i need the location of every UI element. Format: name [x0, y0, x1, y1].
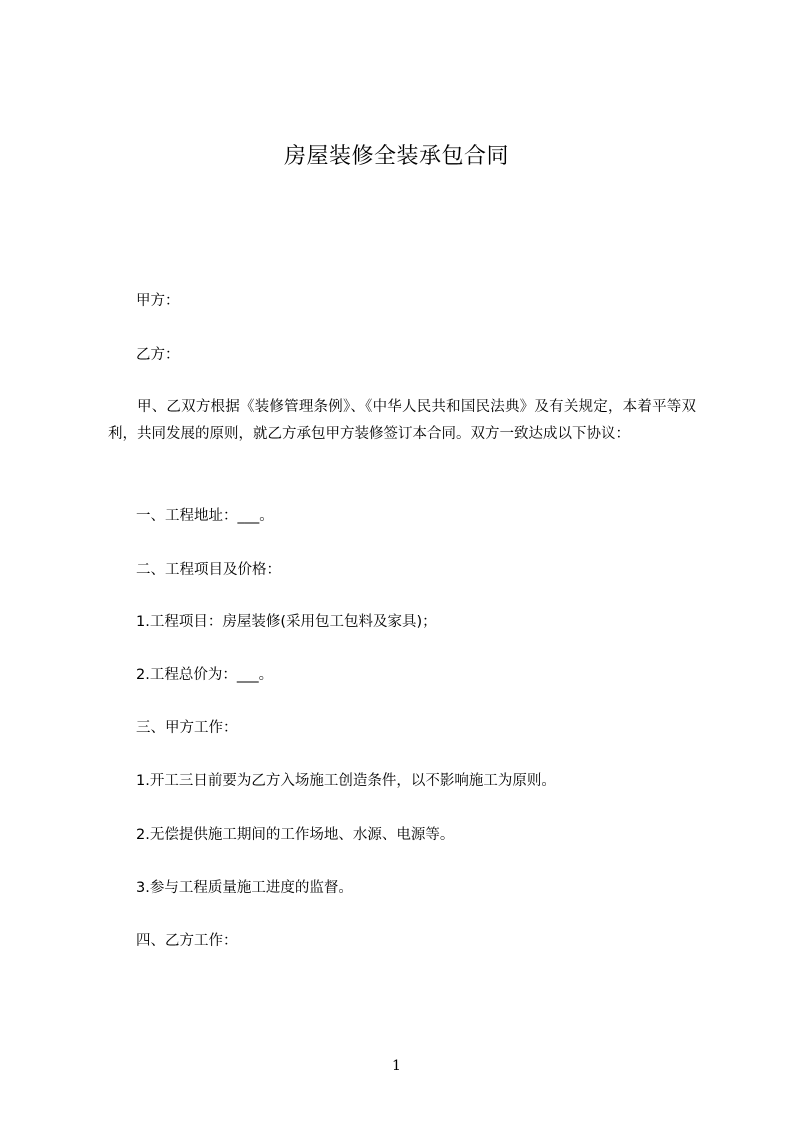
- clause-2-item-1: 1.工程项目：房屋装修(采用包工包料及家具)；: [136, 614, 437, 630]
- clause-2-heading: 二、工程项目及价格：: [136, 562, 281, 578]
- document-title: 房屋装修全装承包合同: [283, 144, 509, 169]
- preamble-paragraph: 甲、乙双方根据《装修管理条例》、《中华人民共和国民法典》及有关规定，本着平等双利，共同发展的原则，就乙方承包甲方装修签订本合同。双方一致达成以下协议：: [108, 399, 696, 442]
- clause-3-item-1: 1.开工三日前要为乙方入场施工创造条件，以不影响施工为原则。: [136, 773, 556, 789]
- party-a-label: 甲方：: [136, 293, 180, 309]
- clause-2-item-2: 2.工程总价为：___。: [136, 667, 274, 683]
- party-b-label: 乙方：: [136, 347, 180, 363]
- clause-3-item-3: 3.参与工程质量施工进度的监督。: [136, 880, 353, 896]
- clause-4-heading: 四、乙方工作：: [136, 933, 238, 949]
- clause-3-heading: 三、甲方工作：: [136, 720, 238, 736]
- page-number: 1: [392, 1058, 401, 1074]
- clause-1-address: 一、工程地址：___。: [136, 508, 274, 524]
- clause-3-item-2: 2.无偿提供施工期间的工作场地、水源、电源等。: [136, 827, 455, 843]
